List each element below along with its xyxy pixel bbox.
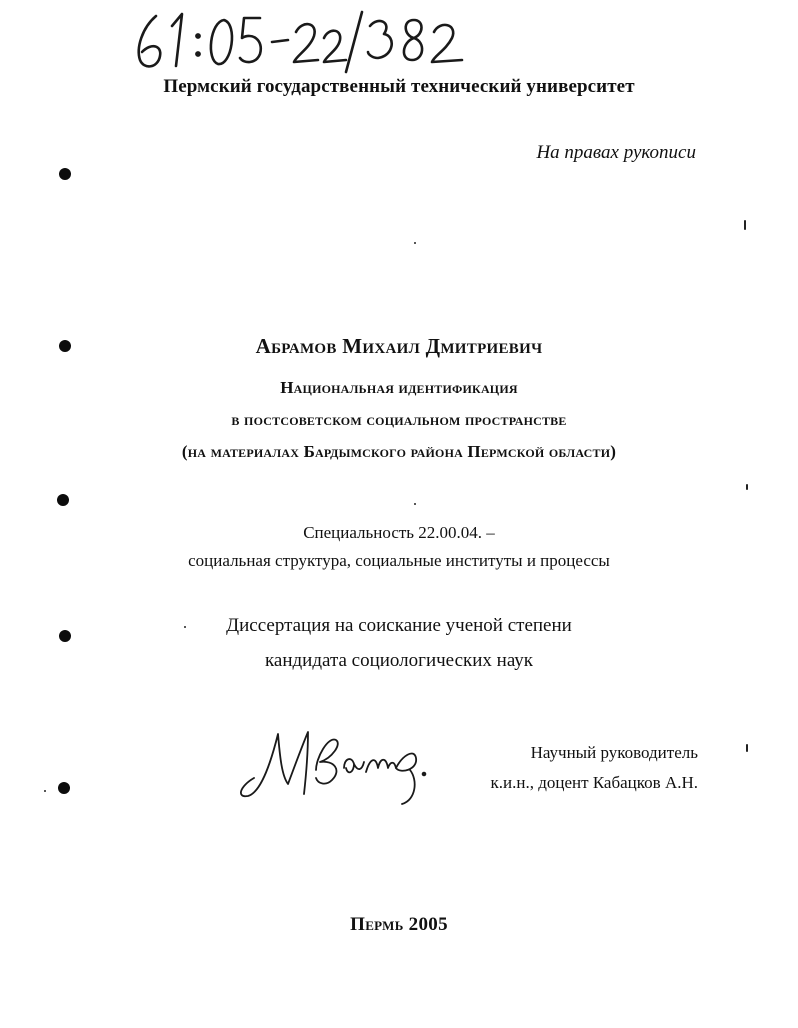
author-name: Абрамов Михаил Дмитриевич [255, 334, 543, 358]
manuscript-note: На правах рукописи [536, 142, 696, 163]
supervisor-label: Научный руководитель [530, 743, 698, 762]
punch-hole [57, 494, 69, 506]
dissertation-title-line: в постсоветском социальном пространстве [231, 410, 567, 429]
city-year: Пермь 2005 [350, 914, 448, 935]
scan-speck [746, 744, 748, 752]
author-signature [232, 718, 432, 808]
supervisor-name: к.и.н., доцент Кабацков А.Н. [490, 773, 698, 792]
punch-hole [59, 340, 71, 352]
punch-hole [59, 168, 71, 180]
scan-speck [744, 220, 746, 230]
university-name: Пермский государственный технический университет [163, 76, 635, 97]
dissertation-title-line: Национальная идентификация [280, 378, 518, 397]
scan-speck [746, 484, 748, 490]
degree-line: кандидата социологических наук [264, 650, 534, 671]
handwritten-archive-code [128, 8, 468, 76]
punch-hole [58, 782, 70, 794]
specialty-code: Специальность 22.00.04. – [303, 523, 495, 542]
degree-line: Диссертация на соискание ученой степени [226, 615, 572, 636]
scan-speck [44, 790, 46, 792]
scan-speck [414, 503, 416, 505]
scan-speck [414, 242, 416, 244]
dissertation-title-line: (на материалах Бардымского района Пермской области) [181, 442, 617, 461]
punch-hole [59, 630, 71, 642]
specialty-description: социальная структура, социальные институты и процессы [188, 551, 610, 570]
scan-speck [184, 626, 186, 628]
